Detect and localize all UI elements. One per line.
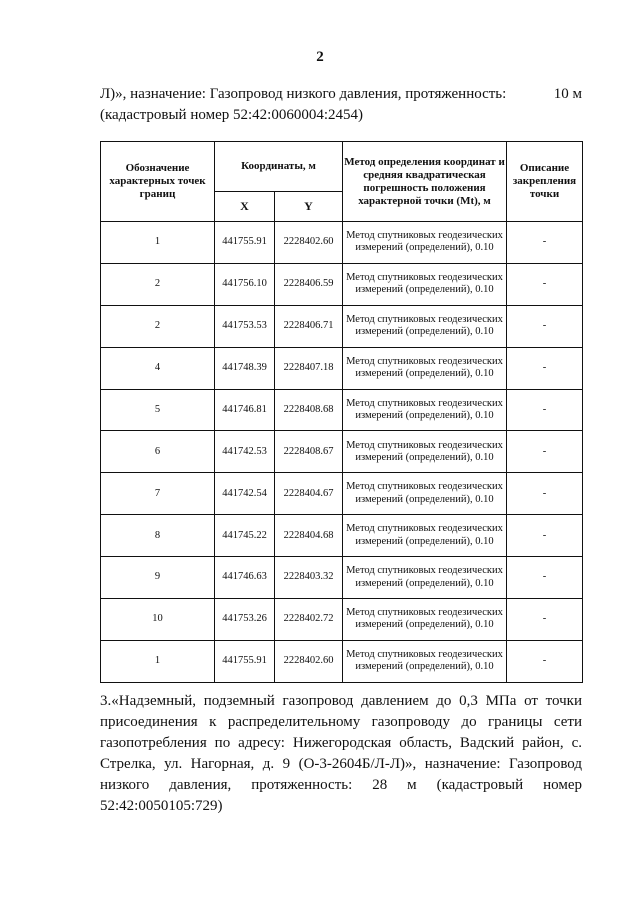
cell-y: 2228402.60 [275, 640, 343, 682]
cell-method: Метод спутниковых геодезических измерений (определений), 0.10 [343, 431, 507, 473]
intro-length-value: 10 м [553, 86, 582, 102]
cell-description: - [507, 222, 583, 264]
header-coordinates: Координаты, м [215, 142, 343, 192]
cell-point: 9 [101, 557, 215, 599]
cell-x: 441753.26 [215, 599, 275, 641]
table-row [101, 640, 583, 682]
cell-point: 5 [101, 389, 215, 431]
cell-point: 8 [101, 515, 215, 557]
table-header-row [101, 142, 583, 192]
cell-description: - [507, 431, 583, 473]
cell-description: - [507, 305, 583, 347]
cell-x: 441756.10 [215, 263, 275, 305]
cell-description: - [507, 557, 583, 599]
outro-cadastral-number: 52:42:0050105:729) [100, 798, 223, 814]
header-description: Описание закрепления точки [507, 142, 583, 222]
cell-point: 2 [101, 305, 215, 347]
cell-x: 441755.91 [215, 640, 275, 682]
cell-x: 441746.81 [215, 389, 275, 431]
page-number: 2 [316, 49, 324, 65]
cell-x: 441748.39 [215, 347, 275, 389]
cell-method: Метод спутниковых геодезических измерений (определений), 0.10 [343, 557, 507, 599]
cell-method: Метод спутниковых геодезических измерений (определений), 0.10 [343, 599, 507, 641]
outro-paragraph [100, 691, 582, 817]
cell-x: 441746.63 [215, 557, 275, 599]
cell-y: 2228406.59 [275, 263, 343, 305]
header-designation: Обозначение характерных точек границ [101, 142, 215, 222]
cell-point: 2 [101, 263, 215, 305]
cell-point: 1 [101, 640, 215, 682]
intro-line-1 [100, 84, 582, 105]
cell-point: 1 [101, 222, 215, 264]
cell-method: Метод спутниковых геодезических измерений (определений), 0.10 [343, 305, 507, 347]
cell-y: 2228407.18 [275, 347, 343, 389]
header-x: X [215, 192, 275, 222]
cell-method: Метод спутниковых геодезических измерений (определений), 0.10 [343, 389, 507, 431]
cell-y: 2228408.67 [275, 431, 343, 473]
table-row [101, 347, 583, 389]
cell-x: 441742.53 [215, 431, 275, 473]
cell-y: 2228402.72 [275, 599, 343, 641]
header-y: Y [275, 192, 343, 222]
table-row [101, 557, 583, 599]
cell-description: - [507, 473, 583, 515]
cell-x: 441745.22 [215, 515, 275, 557]
cell-y: 2228408.68 [275, 389, 343, 431]
table-row [101, 431, 583, 473]
cell-x: 441742.54 [215, 473, 275, 515]
cell-y: 2228406.71 [275, 305, 343, 347]
cell-point: 10 [101, 599, 215, 641]
cell-method: Метод спутниковых геодезических измерений (определений), 0.10 [343, 473, 507, 515]
cell-y: 2228404.68 [275, 515, 343, 557]
cell-point: 7 [101, 473, 215, 515]
cell-point: 4 [101, 347, 215, 389]
cell-y: 2228403.32 [275, 557, 343, 599]
intro-cadastral-number: (кадастровый номер 52:42:0060004:2454) [100, 107, 363, 123]
table-row [101, 222, 583, 264]
outro-text: 3.«Надземный, подземный газопровод давлением до 0,3 МПа от точки присоединения к распределительному газопроводу до границы сети газопотребления по адресу: Нижегородская область, Вадский район, с. Стрелка, ул. Нагорная, д. 9 (О-3-2604Б/Л-Л)», назначение: Газопровод низкого давления, протяженность: 28 м (кадастровый номер [100, 693, 582, 793]
cell-y: 2228402.60 [275, 222, 343, 264]
cell-x: 441753.53 [215, 305, 275, 347]
cell-method: Метод спутниковых геодезических измерений (определений), 0.10 [343, 263, 507, 305]
cell-description: - [507, 263, 583, 305]
table-row [101, 305, 583, 347]
cell-x: 441755.91 [215, 222, 275, 264]
table-row [101, 515, 583, 557]
cell-description: - [507, 515, 583, 557]
cell-method: Метод спутниковых геодезических измерений (определений), 0.10 [343, 515, 507, 557]
cell-method: Метод спутниковых геодезических измерений (определений), 0.10 [343, 640, 507, 682]
cell-method: Метод спутниковых геодезических измерений (определений), 0.10 [343, 347, 507, 389]
cell-point: 6 [101, 431, 215, 473]
table-row [101, 389, 583, 431]
table-row [101, 263, 583, 305]
header-method: Метод определения координат и средняя квадратическая погрешность положения характерной точки (Mt), м [343, 142, 507, 222]
cell-y: 2228404.67 [275, 473, 343, 515]
cell-description: - [507, 640, 583, 682]
coordinates-table [100, 141, 583, 683]
cell-method: Метод спутниковых геодезических измерений (определений), 0.10 [343, 222, 507, 264]
cell-description: - [507, 389, 583, 431]
table-row [101, 599, 583, 641]
intro-line-1-text: Л)», назначение: Газопровод низкого давления, протяженность: [100, 86, 507, 102]
cell-description: - [507, 599, 583, 641]
table-row [101, 473, 583, 515]
cell-description: - [507, 347, 583, 389]
intro-paragraph [100, 84, 582, 126]
